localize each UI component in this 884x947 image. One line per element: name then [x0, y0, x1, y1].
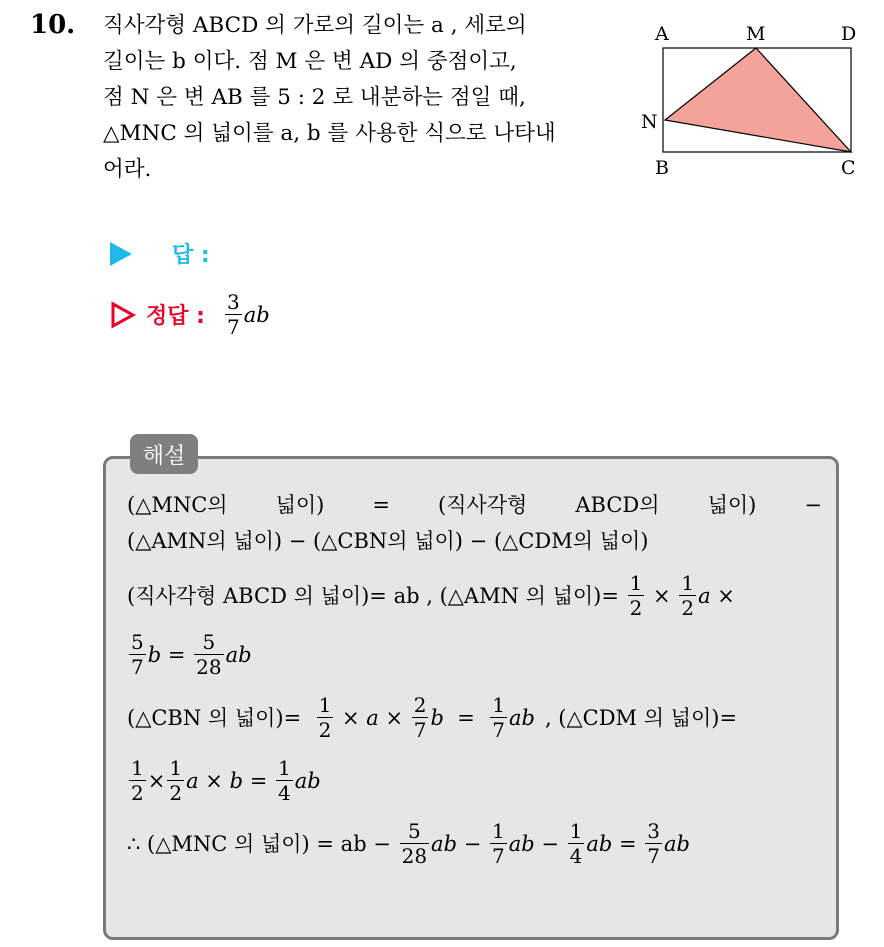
- explanation-line: (△AMN의 넓이) − (△CBN의 넓이) − (△CDM의 넓이): [127, 529, 649, 553]
- fraction: $\frac{5}{7}$: [131, 630, 144, 679]
- explanation-line: (직사각형 ABCD 의 넓이)= ab , (△AMN 의 넓이)= $\frac{1}{2}$ × $\frac{1}{2}$ a ×: [127, 571, 735, 620]
- correct-answer-variable: ab: [243, 302, 270, 327]
- fraction: $\frac{2}{7}$: [413, 693, 427, 742]
- fraction: $\frac{1}{4}$: [569, 819, 583, 868]
- label-a: A: [655, 23, 669, 45]
- outline-triangle-icon: [110, 301, 136, 329]
- fraction: $\frac{5}{28}$: [401, 819, 428, 868]
- fraction: $\frac{1}{7}$: [491, 819, 505, 868]
- problem-line: 어라.: [103, 157, 152, 182]
- fraction: $\frac{1}{2}$: [629, 571, 643, 620]
- label-d: D: [841, 23, 857, 45]
- problem-line: 길이는 b 이다. 점 M 은 변 AD 의 중점이고,: [103, 49, 517, 74]
- question-number: 10.: [30, 10, 76, 40]
- answer-label: 답 :: [172, 243, 210, 268]
- explanation-line: (△CBN 의 넓이)= $\frac{1}{2}$ × a × $\frac{2}{7}$ b = $\frac{1}{7}$ ab , (△CDM 의 넓이)=: [127, 693, 738, 742]
- explanation-tab: 해설: [130, 434, 198, 474]
- explanation-line: (△MNC의 넓이) = (직사각형 ABCD의 넓이) −: [127, 493, 822, 517]
- explanation-line: $\frac{5}{7}$ b = $\frac{5}{28}$ ab: [131, 630, 252, 679]
- fraction: $\frac{3}{7}$: [647, 819, 661, 868]
- correct-answer-label: 정답 :: [146, 304, 205, 329]
- fraction: $\frac{1}{2}$: [681, 571, 695, 620]
- label-b: B: [655, 157, 669, 179]
- play-triangle-icon: [110, 242, 132, 266]
- correct-answer-row: [110, 292, 270, 337]
- label-c: C: [841, 157, 856, 179]
- fraction: $\frac{1}{2}$: [131, 756, 144, 805]
- label-n: N: [641, 111, 658, 133]
- fraction: $\frac{5}{28}$: [196, 630, 222, 679]
- triangle-mnc: [665, 48, 851, 152]
- correct-answer-fraction: $\frac{3}{7}$: [226, 290, 240, 339]
- fraction: $\frac{1}{4}$: [277, 756, 291, 805]
- problem-text: [103, 8, 623, 188]
- label-m: M: [746, 23, 766, 45]
- fraction: $\frac{1}{2}$: [318, 693, 332, 742]
- problem-line: △MNC 의 넓이를 a, b 를 사용한 식으로 나타내: [103, 121, 556, 146]
- rectangle-figure: [635, 18, 875, 188]
- explanation-line: $\frac{1}{2}$ × $\frac{1}{2}$ a × b = $\frac{1}{4}$ ab: [131, 756, 321, 805]
- explanation-line: ∴ (△MNC 의 넓이) = ab − $\frac{5}{28}$ ab − $\frac{1}{7}$ ab − $\frac{1}{4}$ ab = $\frac{3}{7}$ ab: [127, 819, 690, 868]
- fraction: $\frac{1}{2}$: [169, 756, 183, 805]
- explanation-body: [127, 487, 822, 866]
- problem-line: 점 N 은 변 AB 를 5 : 2 로 내분하는 점일 때,: [103, 85, 526, 110]
- problem-line: 직사각형 ABCD 의 가로의 길이는 a , 세로의: [103, 13, 527, 38]
- fraction: $\frac{1}{7}$: [492, 693, 505, 742]
- answer-row: [110, 238, 210, 269]
